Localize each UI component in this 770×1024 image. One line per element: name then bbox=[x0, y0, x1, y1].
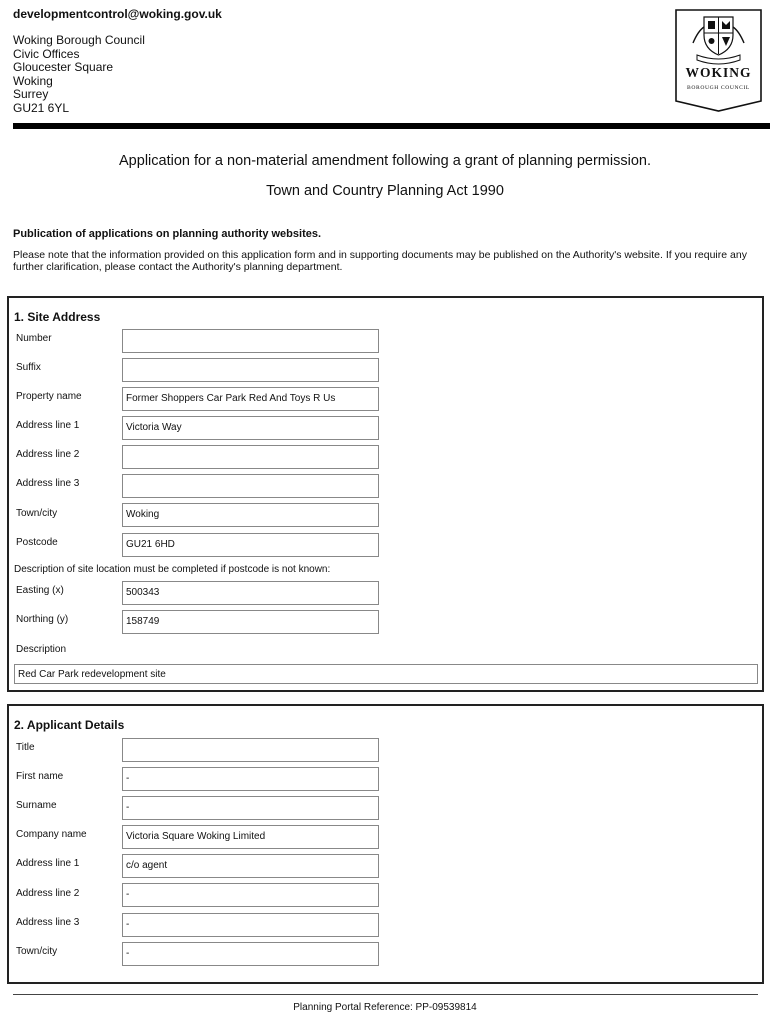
address-line: Woking bbox=[13, 73, 53, 88]
council-address bbox=[13, 34, 145, 115]
address-line: Woking Borough Council bbox=[13, 33, 145, 47]
postcode-field[interactable]: GU21 6HD bbox=[122, 533, 379, 557]
address-line: GU21 6YL bbox=[13, 100, 70, 115]
title-field[interactable] bbox=[122, 738, 379, 762]
field-label: Easting (x) bbox=[16, 585, 64, 596]
applicant-address-line-1-field[interactable]: c/o agent bbox=[122, 854, 379, 878]
field-label: Company name bbox=[16, 829, 87, 840]
publication-heading: Publication of applications on planning authority websites. bbox=[13, 228, 322, 240]
field-label: Description bbox=[16, 644, 67, 655]
field-label: Postcode bbox=[16, 537, 58, 548]
field-label: Surname bbox=[16, 800, 57, 811]
field-label: First name bbox=[16, 771, 64, 782]
property-name-field[interactable]: Former Shoppers Car Park Red And Toys R Us bbox=[122, 387, 379, 411]
footer-divider bbox=[13, 994, 758, 995]
field-label: Address line 1 bbox=[16, 858, 80, 869]
suffix-field[interactable] bbox=[122, 358, 379, 382]
field-label: Address line 3 bbox=[16, 917, 80, 928]
section-heading: 1. Site Address bbox=[14, 310, 101, 324]
address-line-2-field[interactable] bbox=[122, 445, 379, 469]
address-line: Surrey bbox=[13, 87, 49, 101]
applicant-town-city-field[interactable]: - bbox=[122, 942, 379, 966]
field-label: Address line 3 bbox=[16, 478, 80, 489]
description-field[interactable]: Red Car Park redevelopment site bbox=[14, 664, 758, 684]
field-label: Town/city bbox=[16, 946, 58, 957]
applicant-details-section bbox=[7, 704, 764, 984]
applicant-address-line-3-field[interactable]: - bbox=[122, 913, 379, 937]
woking-logo bbox=[675, 9, 762, 112]
field-label: Town/city bbox=[16, 508, 58, 519]
field-label: Address line 1 bbox=[16, 420, 80, 431]
address-line: Civic Offices bbox=[13, 46, 80, 61]
field-label: Property name bbox=[16, 391, 82, 402]
field-label: Title bbox=[16, 742, 35, 753]
field-label: Address line 2 bbox=[16, 888, 80, 899]
field-label: Northing (y) bbox=[16, 614, 69, 625]
location-note: Description of site location must be completed if postcode is not known: bbox=[14, 564, 331, 575]
publication-text: Please note that the information provided on this application form and in supporting documents may be published on the Authority's website. If you require any further clarification, please contact the Authority's planning department. bbox=[13, 249, 747, 273]
site-address-section bbox=[7, 296, 764, 692]
council-email: developmentcontrol@woking.gov.uk bbox=[13, 7, 222, 21]
company-name-field[interactable]: Victoria Square Woking Limited bbox=[122, 825, 379, 849]
northing-field[interactable]: 158749 bbox=[122, 610, 379, 634]
header-divider bbox=[13, 123, 770, 129]
logo-name: WOKING bbox=[685, 65, 752, 80]
address-line-1-field[interactable]: Victoria Way bbox=[122, 416, 379, 440]
first-name-field[interactable]: - bbox=[122, 767, 379, 791]
section-heading: 2. Applicant Details bbox=[14, 718, 125, 732]
number-field[interactable] bbox=[122, 329, 379, 353]
field-label: Address line 2 bbox=[16, 449, 80, 460]
logo-subtitle: BOROUGH COUNCIL bbox=[687, 85, 750, 91]
applicant-address-line-2-field[interactable]: - bbox=[122, 883, 379, 907]
field-label: Number bbox=[16, 333, 52, 344]
form-subtitle: Town and Country Planning Act 1990 bbox=[266, 183, 504, 199]
town-city-field[interactable]: Woking bbox=[122, 503, 379, 527]
portal-reference: Planning Portal Reference: PP-09539814 bbox=[293, 1002, 477, 1013]
surname-field[interactable]: - bbox=[122, 796, 379, 820]
form-title: Application for a non-material amendment following a grant of planning permission. bbox=[119, 153, 651, 169]
easting-field[interactable]: 500343 bbox=[122, 581, 379, 605]
field-label: Suffix bbox=[16, 362, 41, 373]
address-line: Gloucester Square bbox=[13, 60, 114, 74]
address-line-3-field[interactable] bbox=[122, 474, 379, 498]
